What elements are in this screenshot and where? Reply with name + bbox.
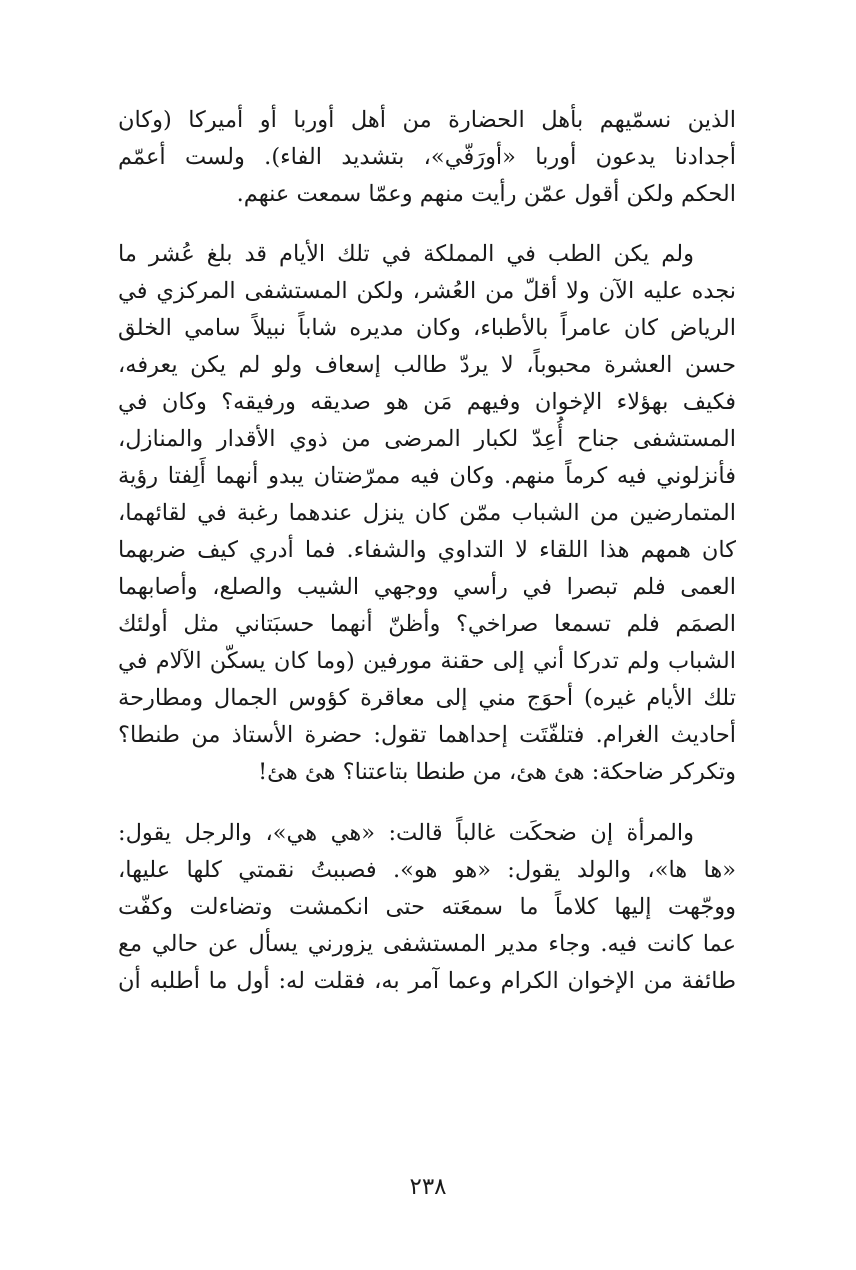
text-line: وتكركر ضاحكة: هئ هئ، من طنطا بتاعتنا؟ هئ هئ!: [258, 759, 736, 785]
body-text: [118, 102, 736, 1022]
text-line: العمى فلم تبصرا في رأسي ووجهي الشيب والصلع، وأصابهما: [118, 574, 736, 600]
page-number: ٢٣٨: [409, 1174, 447, 1200]
text-line: ووجّهت إليها كلاماً ما سمعَته حتى انكمشت وتضاءلت وكفّت: [118, 894, 736, 920]
paragraph-1: [118, 102, 736, 213]
text-line: تلك الأيام غيره) أحوَج مني إلى معاقرة كؤوس الجمال ومطارحة: [118, 685, 736, 711]
text-line: الحكم ولكن أقول عمّن رأيت منهم وعمّا سمعت عنهم.: [236, 181, 736, 207]
text-line: المستشفى جناح أُعِدّ لكبار المرضى من ذوي الأقدار والمنازل،: [118, 426, 736, 452]
text-line: أجدادنا يدعون أوربا «أورَفّي»، بتشديد الفاء). ولست أعمّم: [118, 144, 736, 170]
text-line: الشباب ولم تدركا أني إلى حقنة مورفين (وما كان يسكّن الآلام في: [118, 648, 736, 674]
text-line: فأنزلوني فيه كرماً منهم. وكان فيه ممرّضتان يبدو أنهما أَلِفتا رؤية: [118, 463, 736, 489]
text-line: طائفة من الإخوان الكرام وعما آمر به، فقلت له: أول ما أطلبه أن: [118, 968, 736, 994]
paragraph-2: [118, 236, 736, 791]
text-line: والمرأة إن ضحكَت غالباً قالت: «هي هي»، والرجل يقول:: [118, 820, 694, 846]
text-line: الرياض كان عامراً بالأطباء، وكان مديره شاباً نبيلاً سامي الخلق: [118, 315, 736, 341]
text-line: عما كانت فيه. وجاء مدير المستشفى يزورني يسأل عن حالي مع: [118, 931, 736, 957]
text-line: «ها ها»، والولد يقول: «هو هو». فصببتُ نقمتي كلها عليها،: [118, 857, 736, 883]
text-line: كان همهم هذا اللقاء لا التداوي والشفاء. فما أدري كيف ضربهما: [118, 537, 736, 563]
text-line: الصمَم فلم تسمعا صراخي؟ وأظنّ أنهما حسبَتاني مثل أولئك: [118, 611, 736, 637]
text-line: المتمارضين من الشباب ممّن كان ينزل عندهما رغبة في لقائهما،: [118, 500, 736, 526]
text-line: نجده عليه الآن ولا أقلّ من العُشر، ولكن المستشفى المركزي في: [118, 278, 736, 304]
text-line: فكيف بهؤلاء الإخوان وفيهم مَن هو صديقه ورفيقه؟ وكان في: [118, 389, 736, 415]
text-line: الذين نسمّيهم بأهل الحضارة من أهل أوربا أو أميركا (وكان: [118, 107, 736, 133]
text-line: حسن العشرة محبوباً، لا يردّ طالب إسعاف ولو لم يكن يعرفه،: [118, 352, 736, 378]
text-line: أحاديث الغرام. فتلفّتَت إحداهما تقول: حضرة الأستاذ من طنطا؟: [118, 722, 736, 748]
paragraph-3: [118, 815, 736, 1000]
text-line: ولم يكن الطب في المملكة في تلك الأيام قد بلغ عُشر ما: [118, 241, 694, 267]
